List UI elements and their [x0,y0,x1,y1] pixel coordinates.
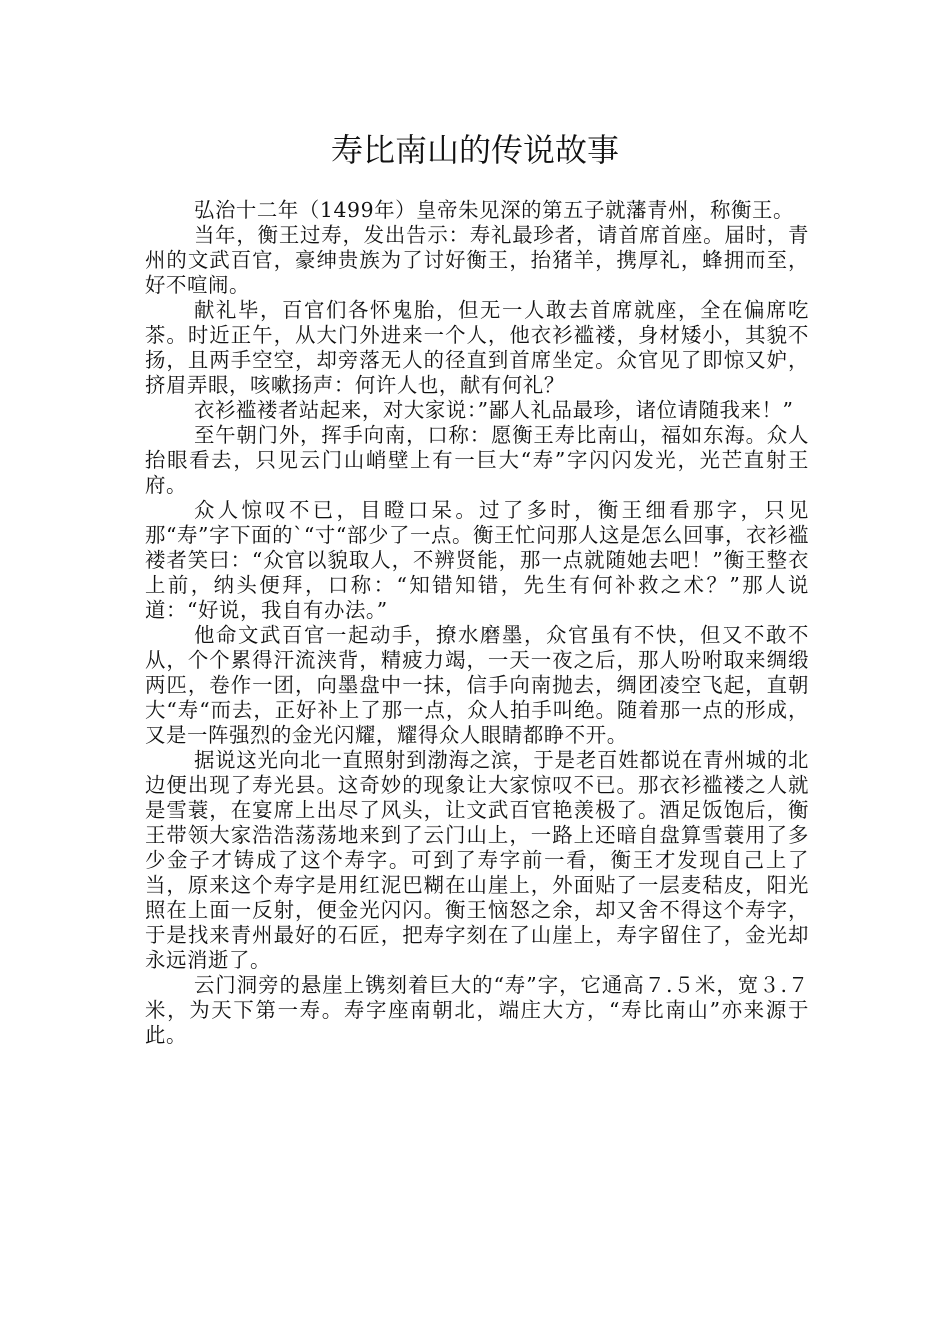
paragraph: 至午朝门外，挥手向南，口称：愿衡王寿比南山，福如东海。众人抬眼看去，只见云门山峭壁上有一巨大“寿”字闪闪发光，光芒直射王府。 [145,423,809,497]
paragraph: 众人惊叹不已，目瞪口呆。过了多时，衡王细看那字，只见那“寿”字下面的`“寸“部少了一点。衡王忙问那人这是怎么回事，衣衫褴褛者笑曰：“众官以貌取人，不辨贤能，那一点就随她去吧！”衡王整衣上前，纳头便拜，口称：“知错知错，先生有何补救之术？”那人说道：“好说，我自有办法。” [145,498,809,622]
paragraph: 献礼毕，百官们各怀鬼胎，但无一人敢去首席就座，全在偏席吃茶。时近正午，从大门外进来一个人，他衣衫褴褛，身材矮小，其貌不扬，且两手空空，却旁落无人的径直到首席坐定。众官见了即惊又妒，挤眉弄眼，咳嗽扬声：何许人也，献有何礼？ [145,298,809,397]
paragraph: 弘治十二年（1499年）皇帝朱见深的第五子就藩青州，称衡王。 [193,198,794,222]
document-body [145,198,809,1048]
paragraph: 当年，衡王过寿，发出告示：寿礼最珍者，请首席首座。届时，青州的文武百官，豪绅贵族为了讨好衡王，抬猪羊，携厚礼，蜂拥而至，好不喧闹。 [145,223,809,297]
document-title: 寿比南山的传说故事 [330,131,619,169]
paragraph: 他命文武百官一起动手，撩水磨墨，众官虽有不快，但又不敢不从，个个累得汗流浃背，精疲力竭，一天一夜之后，那人吩咐取来绸缎两匹，卷作一团，向墨盘中一抹，信手向南抛去，绸团凌空飞起，直朝大“寿“而去，正好补上了那一点，众人拍手叫绝。随着那一点的形成，又是一阵强烈的金光闪耀，耀得众人眼睛都睁不开。 [145,623,809,747]
paragraph: 衣衫褴褛者站起来，对大家说：”鄙人礼品最珍，诸位请随我来！” [193,398,794,422]
paragraph: 云门洞旁的悬崖上镌刻着巨大的“寿”字，它通高７.５米，宽３.７米，为天下第一寿。寿字座南朝北，端庄大方，“寿比南山”亦来源于此。 [145,973,809,1047]
paragraph: 据说这光向北一直照射到渤海之滨，于是老百姓都说在青州城的北边便出现了寿光县。这奇妙的现象让大家惊叹不已。那衣衫褴褛之人就是雪蓑，在宴席上出尽了风头，让文武百官艳羡极了。酒足饭饱后，衡王带领大家浩浩荡荡地来到了云门山上，一路上还暗自盘算雪蓑用了多少金子才铸成了这个寿字。可到了寿字前一看，衡王才发现自己上了当，原来这个寿字是用红泥巴糊在山崖上，外面贴了一层麦秸皮，阳光照在上面一反射，便金光闪闪。衡王恼怒之余，却又舍不得这个寿字，于是找来青州最好的石匠，把寿字刻在了山崖上，寿字留住了，金光却永远消逝了。 [145,748,809,972]
